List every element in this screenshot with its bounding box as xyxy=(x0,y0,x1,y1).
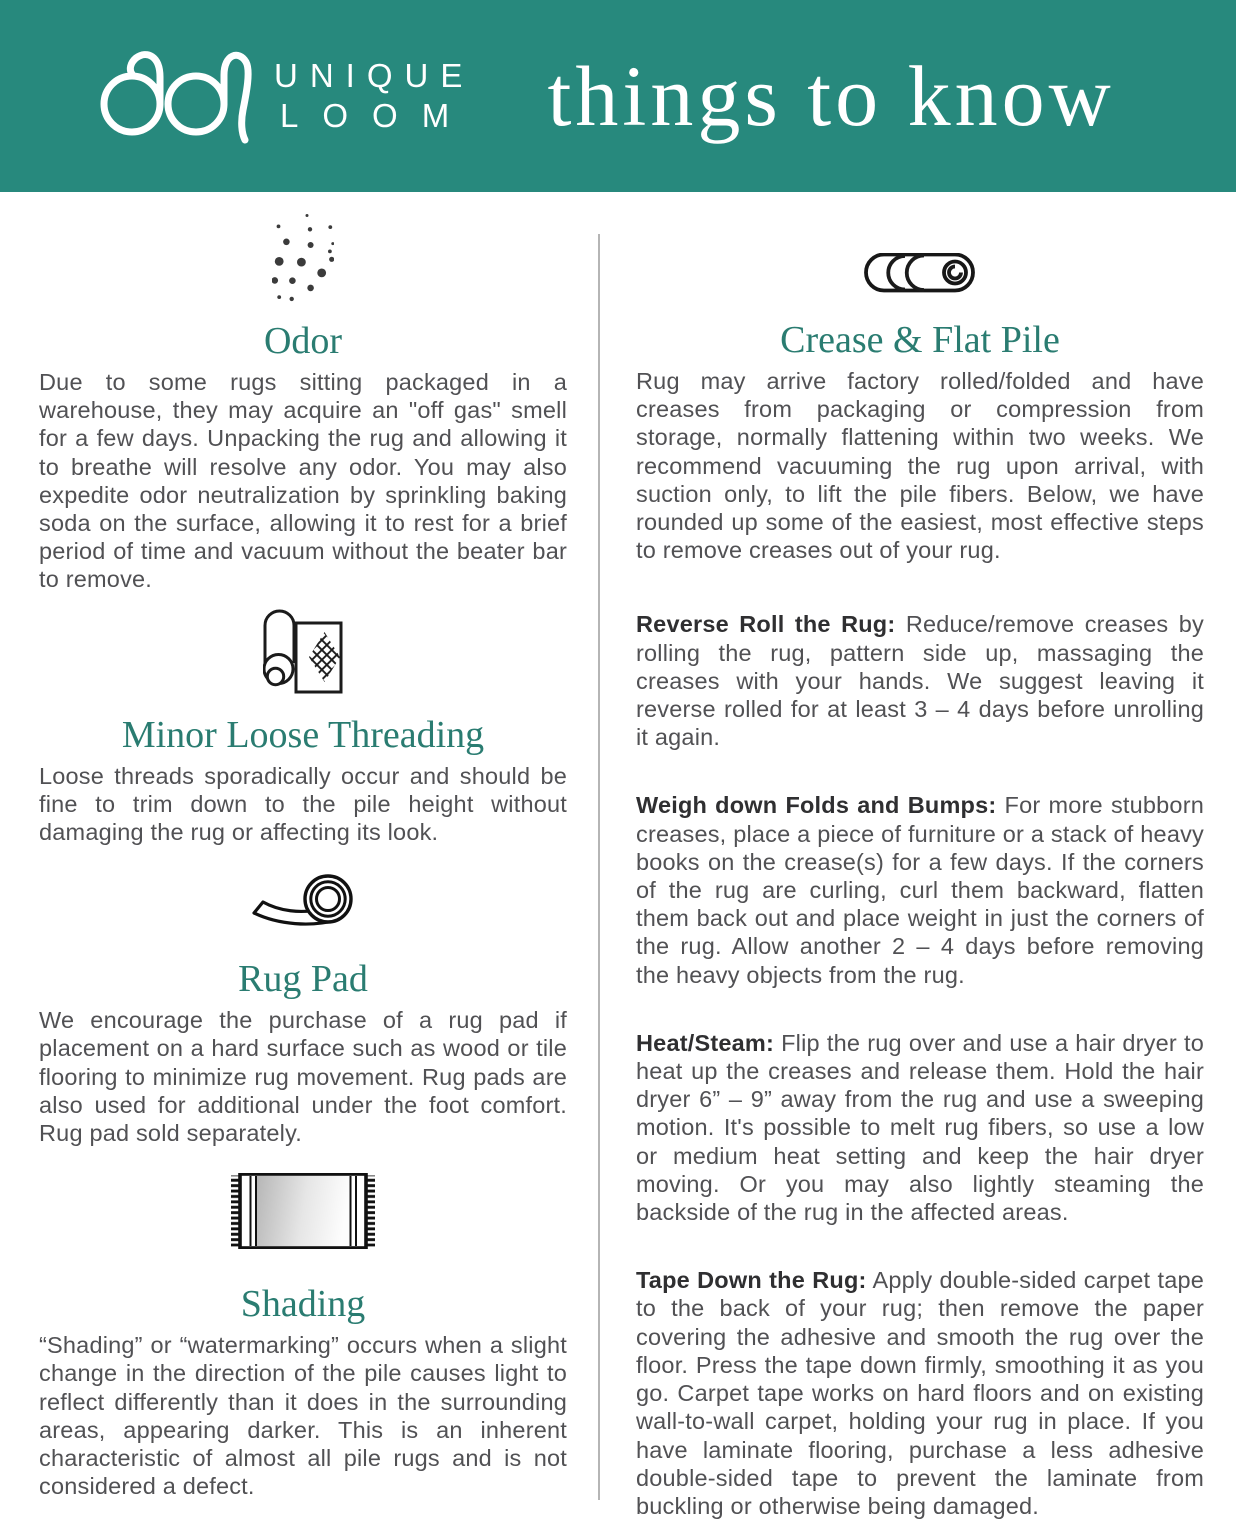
tip-tape-down xyxy=(636,1266,1204,1520)
section-heading: Crease & Flat Pile xyxy=(780,319,1060,361)
rolled-rug-side-icon xyxy=(863,253,977,293)
section-rug-pad xyxy=(39,874,567,1147)
brand-line2: LOOM xyxy=(280,97,474,134)
section-body: We encourage the purchase of a rug pad if placement on a hard surface such as wood or tile flooring to minimize rug movement. Rug pads are also used for additional under the foot comfort. Rug pad sold separately. xyxy=(39,1007,567,1147)
section-shading xyxy=(39,1173,567,1500)
section-odor xyxy=(39,212,567,594)
section-crease-flat-pile xyxy=(636,253,1204,1520)
tip-heat-steam xyxy=(636,1029,1204,1226)
column-divider xyxy=(598,234,600,1500)
tip-label: Reverse Roll the Rug: xyxy=(636,611,896,638)
tip-body: For more stubborn creases, place a piece of furniture or a stack of heavy books on the crease(s) for a few days. If the corners of the rug are curling, curl them backward, flatten them back out and place weight in just the corners of the rug. Allow another 2 – 4 days before removing the heavy objects from the rug. xyxy=(636,792,1204,988)
right-column xyxy=(598,192,1236,1520)
tip-label: Heat/Steam: xyxy=(636,1029,775,1056)
tip-reverse-roll xyxy=(636,610,1204,751)
section-minor-loose-threading xyxy=(39,609,567,847)
tip-body: Apply double-sided carpet tape to the back of your rug; then remove the paper covering the adhesive and smooth the rug over the floor. Press the tape down firmly, smoothing it as you go. Carpet tape works on hard floors and on existing wall-to-wall carpet, holding your rug in place. If you have laminate flooring, purchase a less adhesive double-sided tape to prevent the laminate from buckling or otherwise being damaged. xyxy=(636,1267,1205,1519)
odor-dots-icon xyxy=(272,212,334,302)
section-heading: Shading xyxy=(240,1283,366,1326)
section-body: Due to some rugs sitting packaged in a warehouse, they may acquire an "off gas" smell for a few days. Unpacking the rug and allowing it to breathe will resolve any odor. You may also expedite odor neutralization by sprinkling baking soda on the surface, allowing it to rest for a brief period of time and vacuum without the beater bar to remove. xyxy=(39,369,567,593)
content-area xyxy=(0,192,1236,1520)
rolled-rug-corner-icon xyxy=(263,609,343,694)
tip-label: Weigh down Folds and Bumps: xyxy=(636,792,997,819)
page-title: things to know xyxy=(547,48,1115,144)
section-heading: Minor Loose Threading xyxy=(121,713,485,756)
tip-label: Tape Down the Rug: xyxy=(636,1267,867,1294)
tip-body: Reduce/remove creases by rolling the rug, pattern side up, massaging the creases with your hands. We suggest leaving it reverse rolled for at least 3 – 4 days before unrolling it again. xyxy=(636,611,1204,751)
unique-loom-logo-icon xyxy=(100,47,252,145)
section-intro: Rug may arrive factory rolled/folded and have creases from packaging or compression from storage, normally flattening within two weeks. We recommend vacuuming the rug upon arrival, with suction only, to lift the pile fibers. Below, we have rounded up some of the easiest, most effective steps to remove creases out of your rug. xyxy=(636,368,1204,564)
section-body: “Shading” or “watermarking” occurs when a slight change in the direction of the pile causes light to reflect differently than it does in the surrounding areas, appearing darker. This is an inherent characteristic of almost all pile rugs and is not considered a defect. xyxy=(39,1332,567,1500)
section-body: Loose threads sporadically occur and should be fine to trim down to the pile height without damaging the rug or affecting its look. xyxy=(39,762,567,846)
shaded-rug-icon xyxy=(230,1173,376,1249)
section-heading: Odor xyxy=(263,320,343,362)
tip-weigh-down xyxy=(636,791,1204,988)
left-column xyxy=(0,192,598,1520)
section-heading: Rug Pad xyxy=(238,958,368,1001)
header-banner xyxy=(0,0,1236,192)
brand-wordmark xyxy=(274,56,474,136)
brand-logo xyxy=(100,47,474,145)
brand-line1: UNIQUE xyxy=(274,57,475,94)
tip-body: Flip the rug over and use a hair dryer to heat up the creases and release them. Hold the hair dryer 6” – 9” away from the rug and use a sweeping motion. It's possible to melt rug fibers, so use a low or medium heat setting and keep the hair dryer moving. Or you may also lightly steaming the backside of the rug in the affected areas. xyxy=(636,1029,1204,1226)
rug-pad-roll-icon xyxy=(251,874,355,926)
